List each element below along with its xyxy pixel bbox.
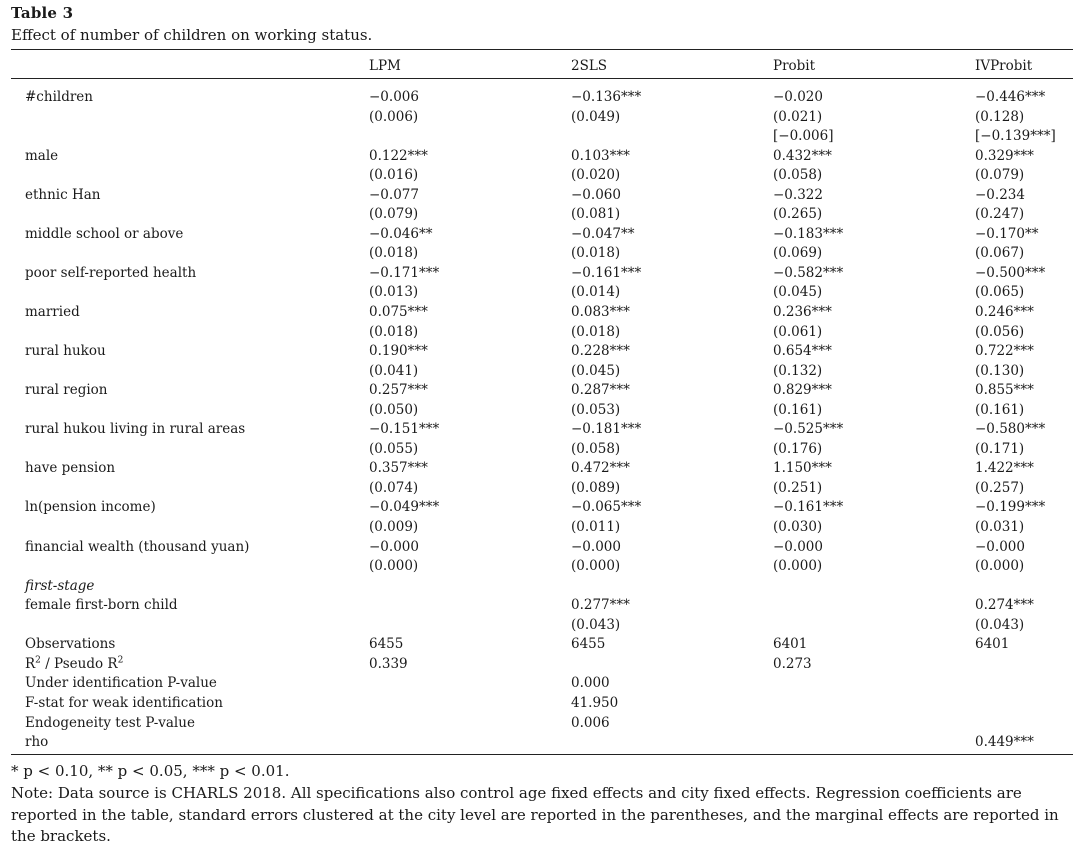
- table-row: [11, 459, 1073, 479]
- table-cell: −0.161***: [773, 499, 844, 516]
- table-cell: −0.000: [975, 538, 1025, 555]
- table-cell: −0.151***: [369, 421, 440, 438]
- table-cell: (0.018): [571, 323, 621, 340]
- table-cell: [369, 733, 571, 753]
- table-cell: 0.228***: [571, 343, 630, 360]
- table-row: [11, 674, 1073, 694]
- table-cell: (0.000): [571, 558, 621, 575]
- table-cell: −0.171***: [369, 264, 440, 281]
- table-row: [11, 518, 1073, 538]
- table-row: [11, 479, 1073, 499]
- row-label: poor self-reported health: [25, 264, 197, 281]
- table-cell: −0.234: [975, 186, 1025, 203]
- table-cell: [−0.139***]: [975, 128, 1056, 145]
- table-row: [11, 283, 1073, 303]
- table-row: [11, 108, 1073, 128]
- table-cell: (0.014): [571, 284, 621, 301]
- table-cell: [369, 674, 571, 694]
- column-header-ivprobit: IVProbit: [975, 58, 1033, 74]
- regression-table: [11, 55, 1073, 753]
- row-label: rural hukou: [25, 343, 106, 360]
- table-row: [11, 557, 1073, 577]
- table-cell: [975, 655, 1073, 675]
- table-caption: Effect of number of children on working status.: [11, 26, 373, 44]
- table-cell: −0.580***: [975, 421, 1046, 438]
- table-cell: −0.047**: [571, 225, 635, 242]
- row-label: Under identification P-value: [25, 675, 217, 692]
- table-cell: [773, 674, 975, 694]
- table-cell: (0.056): [975, 323, 1025, 340]
- table-row: [11, 596, 1073, 616]
- table-cell: [−0.006]: [773, 128, 834, 145]
- table-cell: 0.472***: [571, 460, 630, 477]
- table-cell: (0.069): [773, 245, 823, 262]
- table-row: [11, 714, 1073, 734]
- row-label: have pension: [25, 460, 116, 477]
- table-cell: 0.075***: [369, 304, 428, 321]
- table-cell: −0.077: [369, 186, 419, 203]
- table-cell: [975, 714, 1073, 734]
- table-cell: (0.061): [773, 323, 823, 340]
- significance-footnote: * p < 0.10, ** p < 0.05, *** p < 0.01.: [11, 762, 290, 780]
- table-cell: (0.013): [369, 284, 419, 301]
- table-cell: (0.000): [369, 558, 419, 575]
- table-cell: −0.000: [571, 538, 621, 555]
- table-cell: (0.081): [571, 206, 621, 223]
- row-label: rho: [25, 734, 49, 751]
- table-cell: (0.161): [975, 401, 1025, 418]
- table-cell: [369, 616, 571, 636]
- table-cell: 0.339: [369, 655, 408, 672]
- table-cell: [773, 616, 975, 636]
- table-cell: [773, 714, 975, 734]
- table-cell: (0.128): [975, 108, 1025, 125]
- table-row: [11, 635, 1073, 655]
- table-row: [11, 733, 1073, 753]
- row-label: [11, 323, 369, 343]
- table-cell: 0.855***: [975, 382, 1034, 399]
- row-label: Endogeneity test P-value: [25, 714, 195, 731]
- table-cell: −0.170**: [975, 225, 1039, 242]
- table-cell: (0.079): [369, 206, 419, 223]
- table-cell: −0.322: [773, 186, 823, 203]
- table-cell: (0.171): [975, 440, 1025, 457]
- table-note: Note: Data source is CHARLS 2018. All specifications also control age fixed effects and city fixed effects. Regression coefficients are reported in the table, standard errors clustered at the city level are reported in the parentheses, and the marginal effects are reported in the brackets.: [11, 784, 1059, 845]
- table-cell: [369, 127, 571, 147]
- table-cell: [773, 577, 975, 597]
- table-cell: (0.132): [773, 362, 823, 379]
- table-cell: 0.357***: [369, 460, 428, 477]
- row-label: [11, 127, 369, 147]
- table-cell: 0.277***: [571, 597, 630, 614]
- row-label: [11, 557, 369, 577]
- table-cell: [369, 577, 571, 597]
- table-row: [11, 225, 1073, 245]
- table-cell: (0.011): [571, 519, 621, 536]
- row-label: [11, 440, 369, 460]
- table-cell: (0.020): [571, 167, 621, 184]
- table-cell: 0.449***: [975, 734, 1034, 751]
- table-cell: [773, 596, 975, 616]
- row-label: middle school or above: [25, 225, 184, 242]
- table-cell: −0.006: [369, 89, 419, 105]
- table-row: [11, 323, 1073, 343]
- table-title: Table 3: [11, 4, 74, 22]
- row-label: [11, 283, 369, 303]
- table-cell: (0.074): [369, 479, 419, 496]
- table-cell: (0.176): [773, 440, 823, 457]
- row-label: female first-born child: [25, 597, 178, 614]
- table-cell: 1.422***: [975, 460, 1034, 477]
- row-label: [11, 401, 369, 421]
- table-cell: −0.525***: [773, 421, 844, 438]
- table-cell: 0.722***: [975, 343, 1034, 360]
- table-cell: (0.058): [773, 167, 823, 184]
- table-cell: (0.065): [975, 284, 1025, 301]
- column-header-2sls: 2SLS: [571, 58, 608, 74]
- table-cell: (0.089): [571, 479, 621, 496]
- table-row: [11, 401, 1073, 421]
- row-label: financial wealth (thousand yuan): [25, 538, 250, 555]
- table-row: [11, 166, 1073, 186]
- table-row: [11, 655, 1073, 675]
- row-label: Observations: [25, 636, 116, 653]
- table-cell: (0.067): [975, 245, 1025, 262]
- table-cell: [571, 733, 773, 753]
- table-body: [11, 88, 1073, 753]
- table-cell: (0.021): [773, 108, 823, 125]
- table-row: [11, 88, 1073, 108]
- table-cell: −0.199***: [975, 499, 1046, 516]
- top-rule: [11, 49, 1073, 50]
- table-cell: −0.000: [773, 538, 823, 555]
- row-label: F-stat for weak identification: [25, 694, 223, 711]
- table-cell: [975, 577, 1073, 597]
- table-cell: 0.287***: [571, 382, 630, 399]
- table-cell: −0.065***: [571, 499, 642, 516]
- table-cell: 1.150***: [773, 460, 832, 477]
- table-row: [11, 264, 1073, 284]
- table-cell: [975, 694, 1073, 714]
- table-cell: −0.049***: [369, 499, 440, 516]
- table-cell: 0.829***: [773, 382, 832, 399]
- table-cell: 0.432***: [773, 147, 832, 164]
- table-cell: [369, 596, 571, 616]
- table-cell: 0.654***: [773, 343, 832, 360]
- table-cell: −0.046**: [369, 225, 433, 242]
- row-label: [11, 518, 369, 538]
- table-row: [11, 440, 1073, 460]
- table-cell: (0.045): [571, 362, 621, 379]
- table-row: [11, 342, 1073, 362]
- table-cell: 6401: [773, 636, 808, 653]
- header-blank: [11, 55, 369, 78]
- table-cell: 0.006: [571, 714, 610, 731]
- row-label: [11, 205, 369, 225]
- table-cell: (0.257): [975, 479, 1025, 496]
- table-cell: [571, 655, 773, 675]
- table-cell: (0.009): [369, 519, 419, 536]
- row-label: $R^2$ / Pseudo $R^2$: [25, 655, 124, 672]
- table-row: [11, 616, 1073, 636]
- row-label: #children: [25, 89, 93, 105]
- table-cell: [773, 733, 975, 753]
- table-row: [11, 577, 1073, 597]
- table-cell: (0.018): [369, 245, 419, 262]
- table-cell: −0.500***: [975, 264, 1046, 281]
- row-label: rural region: [25, 382, 108, 399]
- row-label: ln(pension income): [25, 499, 156, 516]
- table-cell: 0.246***: [975, 304, 1034, 321]
- table-cell: −0.000: [369, 538, 419, 555]
- table-cell: (0.053): [571, 401, 621, 418]
- table-cell: 6455: [369, 636, 404, 653]
- table-row: [11, 244, 1073, 264]
- table-cell: (0.031): [975, 519, 1025, 536]
- table-row: [11, 420, 1073, 440]
- row-label: first-stage: [25, 577, 95, 594]
- table-cell: 0.000: [571, 675, 610, 692]
- table-cell: −0.446***: [975, 89, 1046, 105]
- table-cell: (0.055): [369, 440, 419, 457]
- table-cell: (0.161): [773, 401, 823, 418]
- table-cell: 6455: [571, 636, 606, 653]
- table-cell: (0.045): [773, 284, 823, 301]
- table-row: [11, 186, 1073, 206]
- table-cell: (0.043): [571, 616, 621, 633]
- table-row: [11, 303, 1073, 323]
- row-label: [11, 166, 369, 186]
- table-cell: 0.236***: [773, 304, 832, 321]
- table-cell: 0.257***: [369, 382, 428, 399]
- row-label: [11, 479, 369, 499]
- table-cell: −0.582***: [773, 264, 844, 281]
- row-label: married: [25, 304, 80, 321]
- table-row: [11, 205, 1073, 225]
- row-label: male: [25, 147, 59, 164]
- table-cell: 0.329***: [975, 147, 1034, 164]
- table-row: [11, 147, 1073, 167]
- table-cell: −0.136***: [571, 89, 642, 105]
- table-row: [11, 694, 1073, 714]
- table-cell: (0.247): [975, 206, 1025, 223]
- table-cell: (0.000): [975, 558, 1025, 575]
- row-label: ethnic Han: [25, 186, 101, 203]
- table-cell: (0.006): [369, 108, 419, 125]
- row-label: [11, 616, 369, 636]
- table-cell: (0.058): [571, 440, 621, 457]
- table-row: [11, 498, 1073, 518]
- table-cell: −0.183***: [773, 225, 844, 242]
- table-cell: 0.274***: [975, 597, 1034, 614]
- table-row: [11, 362, 1073, 382]
- table-cell: [369, 714, 571, 734]
- row-label: rural hukou living in rural areas: [25, 421, 246, 438]
- table-cell: [975, 674, 1073, 694]
- column-header-lpm: LPM: [369, 58, 401, 74]
- table-cell: (0.049): [571, 108, 621, 125]
- table-cell: (0.079): [975, 167, 1025, 184]
- column-header-probit: Probit: [773, 58, 816, 74]
- table-cell: (0.130): [975, 362, 1025, 379]
- table-cell: 0.103***: [571, 147, 630, 164]
- table-cell: (0.016): [369, 167, 419, 184]
- table-cell: [773, 694, 975, 714]
- table-cell: 0.190***: [369, 343, 428, 360]
- table-cell: −0.060: [571, 186, 621, 203]
- row-label: [11, 108, 369, 128]
- table-row: [11, 127, 1073, 147]
- table-cell: 0.122***: [369, 147, 428, 164]
- table-cell: [571, 577, 773, 597]
- table-cell: (0.050): [369, 401, 419, 418]
- table-cell: (0.041): [369, 362, 419, 379]
- table-cell: 41.950: [571, 694, 619, 711]
- table-row: [11, 538, 1073, 558]
- table-cell: (0.018): [571, 245, 621, 262]
- header-row: [11, 55, 1073, 78]
- table-cell: 0.273: [773, 655, 812, 672]
- table-cell: 0.083***: [571, 304, 630, 321]
- table-cell: (0.043): [975, 616, 1025, 633]
- row-label: [11, 244, 369, 264]
- table-cell: [369, 694, 571, 714]
- table-cell: −0.161***: [571, 264, 642, 281]
- table-cell: (0.251): [773, 479, 823, 496]
- table-cell: 6401: [975, 636, 1010, 653]
- table-cell: (0.000): [773, 558, 823, 575]
- table-cell: [571, 127, 773, 147]
- table-cell: (0.030): [773, 519, 823, 536]
- bottom-rule: [11, 754, 1073, 755]
- table-cell: (0.265): [773, 206, 823, 223]
- table-cell: −0.181***: [571, 421, 642, 438]
- table-cell: −0.020: [773, 89, 823, 105]
- table-cell: (0.018): [369, 323, 419, 340]
- table-row: [11, 381, 1073, 401]
- row-label: [11, 362, 369, 382]
